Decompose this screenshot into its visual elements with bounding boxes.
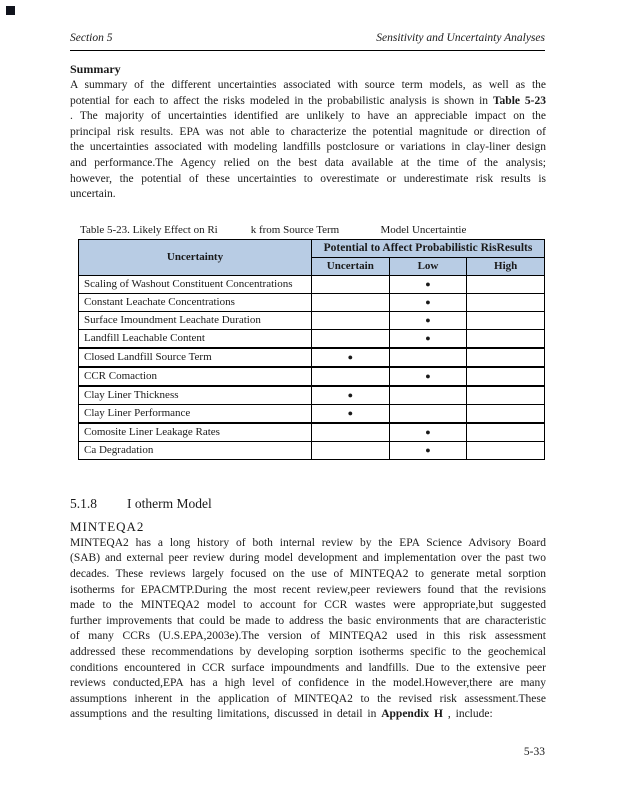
table-row <box>79 441 545 459</box>
cell-low <box>389 386 467 405</box>
appendix-h-reference: Appendix H <box>381 708 443 721</box>
cell-high <box>467 367 545 386</box>
minteqa2-text-2: , include: <box>443 708 493 721</box>
cell-high <box>467 348 545 367</box>
cell-uncertain <box>312 311 390 329</box>
cell-low: ● <box>389 329 467 348</box>
cell-low <box>389 404 467 423</box>
row-label: Scaling of Washout Constituent Concentrations <box>79 275 312 293</box>
table-row <box>79 386 545 405</box>
summary-text-1: A summary of the different uncertainties associated with source term models, as well as the potential for each to affect the risks modeled in the probabilistic analysis is shown in <box>70 79 546 107</box>
summary-text-2: . The majority of uncertainties identified are unlikely to have an appreciable impact on the principal risk results. EPA was not able to characterize the potential magnitude or direction of the uncertainties associated with modeling landfills postclosure or variations in clay-liner design and performance.The Agency relied on the best data available at the time of the analysis; however, the potential of these uncertainties to overestimate or underestimate risk results is uncertain. <box>70 110 546 201</box>
potential-span-header: Potential to Affect Probabilistic RisResults <box>312 239 545 257</box>
cell-high <box>467 441 545 459</box>
cell-low: ● <box>389 367 467 386</box>
section-title: I otherm Model <box>127 495 212 511</box>
cell-high <box>467 386 545 405</box>
cell-high <box>467 293 545 311</box>
row-label: Comosite Liner Leakage Rates <box>79 423 312 442</box>
table-row <box>79 275 545 293</box>
section-number: 5.1.8 <box>70 495 97 511</box>
table-5-23-reference: Table 5-23 <box>492 94 546 107</box>
scan-artifact <box>6 6 15 15</box>
table-row <box>79 311 545 329</box>
cell-high <box>467 329 545 348</box>
running-header <box>70 32 545 44</box>
cell-low: ● <box>389 441 467 459</box>
minteqa2-paragraph <box>70 536 546 723</box>
page-content <box>70 62 546 723</box>
section-heading-518 <box>70 496 546 512</box>
cell-uncertain: ● <box>312 348 390 367</box>
minteqa2-heading: MINTEQA2 <box>70 518 145 534</box>
table-row <box>79 423 545 442</box>
cell-uncertain: ● <box>312 386 390 405</box>
row-label: Closed Landfill Source Term <box>79 348 312 367</box>
table-row <box>79 329 545 348</box>
table-row <box>79 404 545 423</box>
row-label: CCR Comaction <box>79 367 312 386</box>
cell-high <box>467 311 545 329</box>
subheader-low: Low <box>389 257 467 275</box>
subheader-uncertain: Uncertain <box>312 257 390 275</box>
row-label: Clay Liner Performance <box>79 404 312 423</box>
cell-low: ● <box>389 293 467 311</box>
subheader-high: High <box>467 257 545 275</box>
cell-high <box>467 423 545 442</box>
table-header-row-1 <box>79 239 545 257</box>
row-label: Constant Leachate Concentrations <box>79 293 312 311</box>
cell-low: ● <box>389 423 467 442</box>
cell-uncertain <box>312 293 390 311</box>
row-label: Surface Imoundment Leachate Duration <box>79 311 312 329</box>
summary-heading: Summary <box>70 62 121 76</box>
uncertainty-table <box>78 239 545 460</box>
header-section-label: Section 5 <box>70 32 113 44</box>
cell-low: ● <box>389 311 467 329</box>
cell-uncertain <box>312 423 390 442</box>
row-label: Landfill Leachable Content <box>79 329 312 348</box>
row-label: Clay Liner Thickness <box>79 386 312 405</box>
table-row <box>79 293 545 311</box>
header-chapter-title: Sensitivity and Uncertainty Analyses <box>376 32 545 44</box>
table-row <box>79 348 545 367</box>
uncertainty-column-header: Uncertainty <box>79 239 312 275</box>
cell-uncertain: ● <box>312 404 390 423</box>
table-row <box>79 367 545 386</box>
cell-high <box>467 275 545 293</box>
summary-paragraph <box>70 78 546 203</box>
cell-uncertain <box>312 441 390 459</box>
cell-uncertain <box>312 275 390 293</box>
cell-low <box>389 348 467 367</box>
cell-low: ● <box>389 275 467 293</box>
header-rule <box>70 50 545 51</box>
page-number: 5-33 <box>523 746 545 758</box>
row-label: Ca Degradation <box>79 441 312 459</box>
cell-uncertain <box>312 329 390 348</box>
cell-uncertain <box>312 367 390 386</box>
table-caption: Table 5-23. Likely Effect on Ri k from Source Term Model Uncertaintie <box>80 223 467 236</box>
cell-high <box>467 404 545 423</box>
minteqa2-text-1: MINTEQA2 has a long history of both internal review by the EPA Science Advisory Board (SAB) and external peer review during model development and implementation over the past two decades. These reviews largely focused on the use of MINTEQA2 to generate metal sorption isotherms for EPACMTP.During the most recent review,peer reviewers found that the revisions made to the MINTEQA2 model to account for CCR wastes were appropriate,but suggested further improvements that could be made to address the basic environments that are characteristic of many CCRs (U.S.EPA,2003e).The version of MINTEQA2 used in this risk assessment addressed these recommendations by developing sorption isotherms specific to the geochemical conditions encountered in CCR surface impoundments and landfills. Due to the extensive peer reviews conducted,EPA has a high level of confidence in the model.However,there are many assumptions inherent in the application of MINTEQA2 to the revised risk assessment.These assumptions and the resulting limitations, discussed in detail in <box>70 536 546 721</box>
